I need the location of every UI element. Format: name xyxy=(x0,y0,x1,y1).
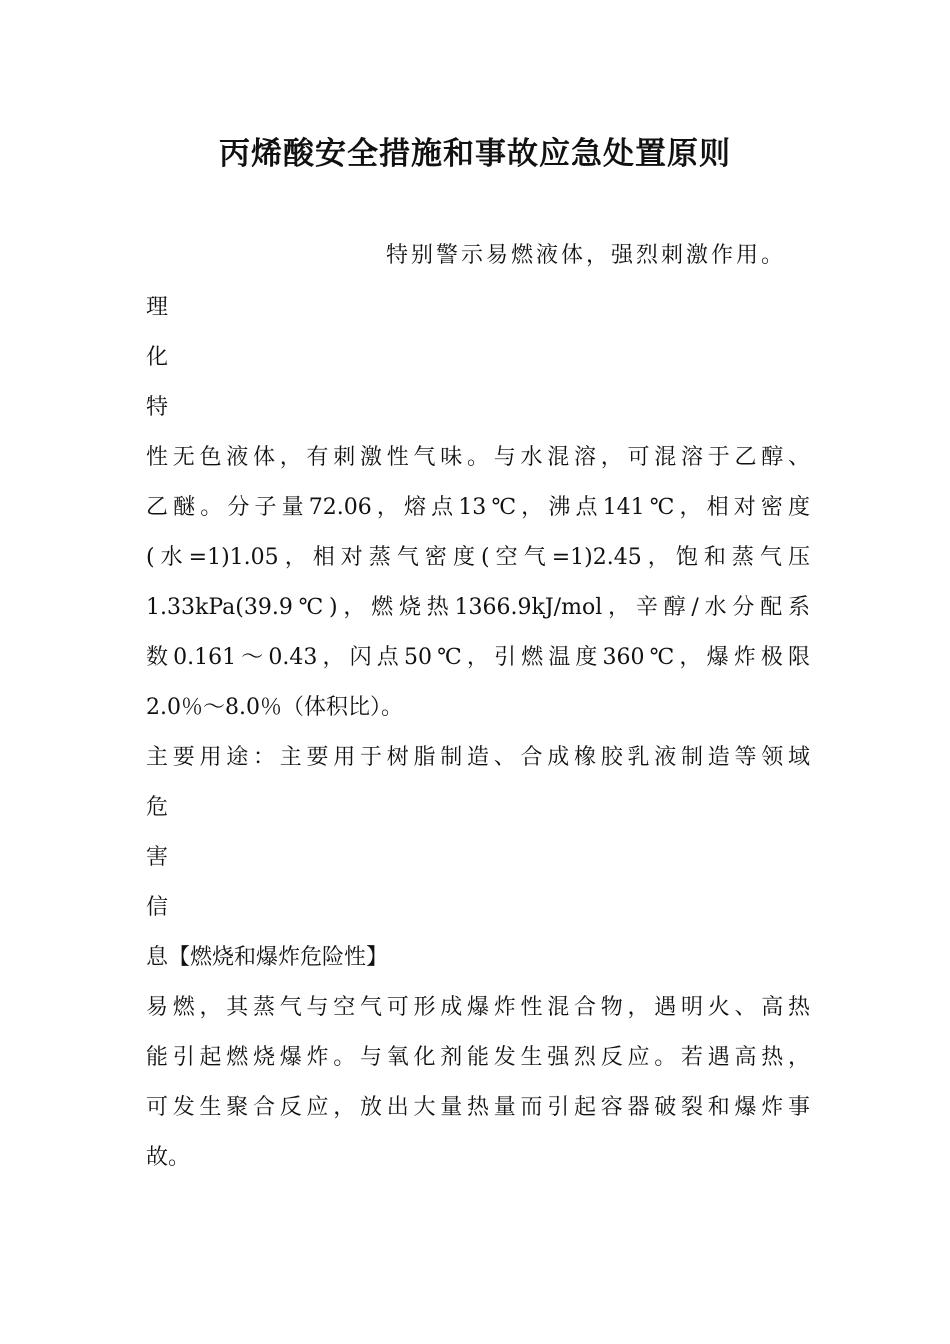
section-label-char: 理 xyxy=(146,295,169,320)
hazard-line: 易燃，其蒸气与空气可形成爆炸性混合物，遇明火、高热 xyxy=(146,995,810,1020)
section-label-char: 危 xyxy=(146,795,169,820)
page-title: 丙烯酸安全措施和事故应急处置原则 xyxy=(219,136,731,172)
hazard-line: 能引起燃烧爆炸。与氧化剂能发生强烈反应。若遇高热， xyxy=(146,1045,810,1070)
hazard-line: 故。 xyxy=(146,1145,191,1170)
section-label-char: 害 xyxy=(146,845,169,870)
section-label-char: 信 xyxy=(146,895,169,920)
section-label-char: 特 xyxy=(146,395,169,420)
physchem-line: (水=1)1.05，相对蒸气密度(空气=1)2.45，饱和蒸气压 xyxy=(146,545,810,570)
special-warning: 特别警示易燃液体，强烈刺激作用。 xyxy=(386,243,787,268)
physchem-line: 乙醚。分子量72.06，熔点13℃，沸点141℃，相对密度 xyxy=(146,495,810,520)
section-label-char: 化 xyxy=(146,345,169,370)
document-body xyxy=(146,283,810,1183)
physchem-line: 2.0％～8.0％（体积比）。 xyxy=(146,695,403,720)
hazard-heading: 息【燃烧和爆炸危险性】 xyxy=(146,945,389,970)
physchem-line: 1.33kPa(39.9℃)，燃烧热1366.9kJ/mol，辛醇/水分配系 xyxy=(146,595,810,620)
main-use-line: 主要用途：主要用于树脂制造、合成橡胶乳液制造等领域 xyxy=(146,745,810,770)
physchem-line: 性无色液体，有刺激性气味。与水混溶，可混溶于乙醇、 xyxy=(146,445,810,470)
physchem-line: 数0.161～0.43，闪点50℃，引燃温度360℃，爆炸极限 xyxy=(146,645,810,670)
hazard-line: 可发生聚合反应，放出大量热量而引起容器破裂和爆炸事 xyxy=(146,1095,810,1120)
